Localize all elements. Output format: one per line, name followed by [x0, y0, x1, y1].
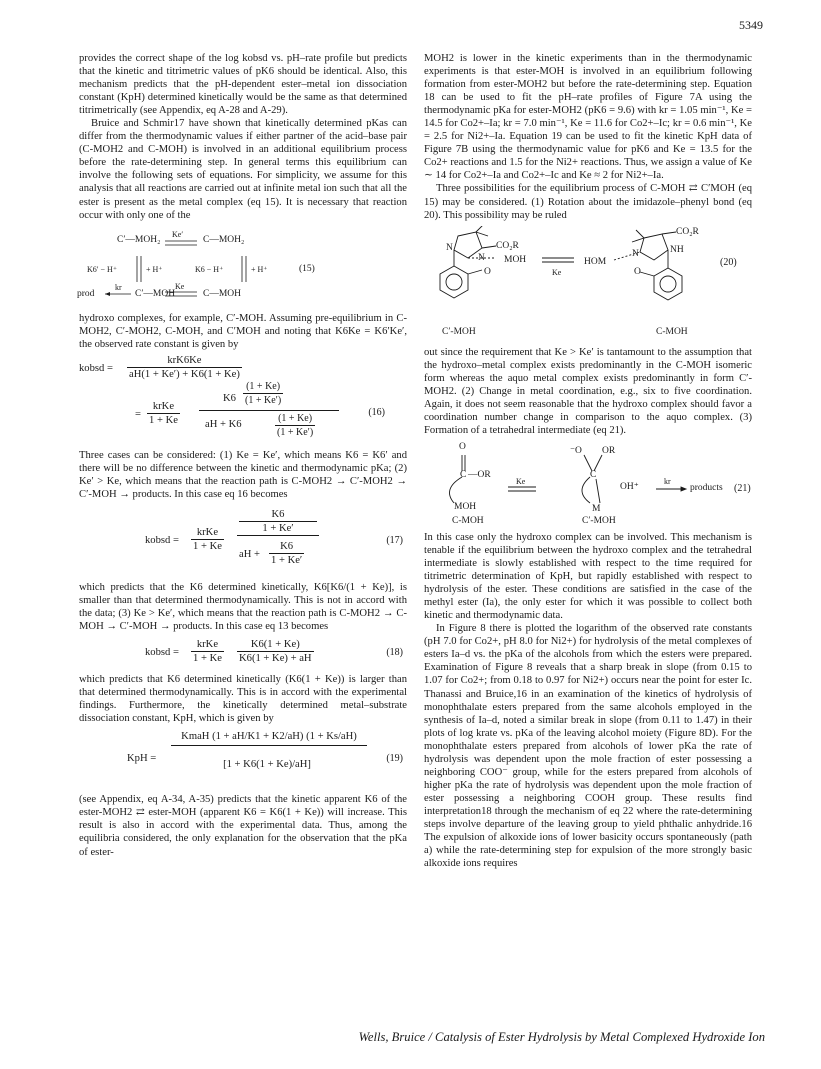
- structure-label: kr: [664, 476, 671, 486]
- structure-label: MOH: [504, 254, 527, 265]
- structure-label: Ke: [552, 267, 562, 277]
- scheme-constant: Ke′: [172, 229, 184, 239]
- paragraph: In Figure 8 there is plotted the logarithm of the observed rate constants (pH 7.0 for Co2+, pH 8.0 for Ni2+) for hydrolysis of the metal complexes of esters Ia–d vs. the pKa of the alcohols from which the esters were prepared. Examination of Figure 8 reveals that a sharp break in slope (from 0.15 to 1.07 for Co2+; from 0.18 to 0.97 for Ni2+) occurs near the point for ester Ic. Thanassi and Bruice,16 in an examination of the kinetics of hydrolysis of monophthalate esters prepared from the same alcohols employed in the synthesis of Ia–d, noted a similar break in slope (from 0.11 to 1.47) in their plots of log krate vs. pKa of the leaving alcohol moiety (Figure 8D). For the monophthalate esters prepared from alcohols of lower pKa the rate of hydrolysis was dependent upon the mole fraction of ester possessing a neighboring COO⁻ group, while for the esters prepared from alcohols of higher pKa the rate of hydrolysis was dependent upon the mole fraction of ester possessing a neighboring COOH group. These results find interpretation18 through the mechanism of eq 22 where the rate-determining steps involve departure of the leaving group to yield phthalic anhydride.16 The expulsion of alkoxide ions of lower basicity occurs spontaneously (path a) while the rate-determining step for expulsion of the more strongly basic alkoxide ions requires: [424, 623, 752, 870]
- structure-label: N: [478, 252, 485, 263]
- structure-label: —OR: [468, 469, 491, 480]
- paragraph: In this case only the hydroxo complex can be involved. This mechanism is tenable if the equilibrium between the hydroxo complex and the tetrahedral intermediate is slowly established with respect to the time required for titrimetric determination of KpH, but rapidly established with respect to hydrolysis of the ester. These conditions are satisfied in the case of the methyl ester (Ia), the only ester for which it was possible to collect both kinetic and thermodynamic data.: [424, 531, 752, 622]
- eq-denominator: 1 + Ke: [193, 653, 222, 665]
- eq-numerator: krKe: [147, 400, 180, 414]
- eq-term: aH +: [239, 548, 260, 560]
- scheme-constant: K6′ − H⁺: [87, 264, 118, 274]
- eq-lhs: kobsd =: [79, 362, 113, 374]
- right-column: [424, 52, 752, 870]
- eq-term: (1 + aH/K1 + K2/aH): [212, 731, 304, 743]
- scheme-species: C—MOH₂: [203, 234, 245, 245]
- eq-denominator: (1 + Ke′): [277, 426, 314, 438]
- scheme-constant: kr: [115, 282, 122, 292]
- eq-term: (1 + Ks/aH): [306, 731, 357, 743]
- structure-label: C: [460, 469, 467, 480]
- structure-label: products: [690, 482, 723, 493]
- equation-20: [424, 226, 752, 342]
- eq-numerator: K6(1 + Ke): [237, 638, 314, 652]
- scheme-constant: + H⁺: [251, 264, 268, 274]
- equation-number: (16): [368, 406, 385, 418]
- structure-label: CO₂R: [676, 226, 699, 237]
- structure-label: O: [634, 266, 641, 277]
- structure-label: O: [459, 441, 466, 452]
- eq-numerator: (1 + Ke): [275, 412, 315, 426]
- scheme-species: C′—MOH: [135, 288, 176, 299]
- structure-label: OR: [602, 445, 616, 456]
- structure-label: C-MOH: [656, 326, 688, 337]
- scheme-species: C—MOH: [203, 288, 242, 299]
- eq-lhs: KpH =: [127, 753, 157, 765]
- eq-numerator: K6: [269, 540, 304, 554]
- equation-16: [79, 354, 407, 446]
- structure-label: Ke: [516, 476, 526, 486]
- equation-number: (20): [720, 256, 737, 268]
- eq-denominator: K6(1 + Ke) + aH: [239, 653, 312, 665]
- scheme-species: prod: [77, 288, 95, 299]
- scheme-constant: + H⁺: [146, 264, 163, 274]
- left-column: [79, 52, 407, 859]
- eq-lhs: kobsd =: [145, 647, 179, 659]
- structure-label: HOM: [584, 256, 607, 267]
- structure-label: C′-MOH: [582, 515, 616, 526]
- eq-denominator: 1 + Ke′: [271, 554, 303, 566]
- equation-number: (18): [386, 647, 403, 659]
- equation-21: [424, 441, 752, 527]
- structure-label: OH⁺: [620, 481, 639, 492]
- eq-equals: =: [135, 408, 141, 420]
- eq-term: K6: [223, 392, 236, 404]
- equation-number: (21): [734, 482, 751, 494]
- paragraph: Three cases can be considered: (1) Ke = Ke′, which means K6 = K6′ and there will be no difference between the kinetic and thermodynamic pKa; (2) Ke′ > Ke, which means that the reaction path is C-MOH2 → C′-MOH2 → C′-MOH → products. In this case eq 16 becomes: [79, 449, 407, 500]
- structure-label: NH: [670, 244, 684, 255]
- equation-17: [79, 504, 407, 578]
- page-number: 5349: [739, 18, 763, 32]
- scheme-species: C′—MOH₂: [117, 234, 161, 245]
- structure-label: C: [590, 469, 597, 480]
- eq-denominator: aH(1 + Ke′) + K6(1 + Ke): [129, 368, 240, 380]
- structure-label: C-MOH: [452, 515, 484, 526]
- equation-15: [79, 228, 407, 308]
- structure-label: MOH: [454, 501, 477, 512]
- eq-numerator: krKe: [191, 638, 224, 652]
- eq-denominator: 1 + Ke: [149, 414, 178, 426]
- paragraph: hydroxo complexes, for example, C′-MOH. Assuming pre-equilibrium in C-MOH2, C′-MOH2, C-MOH, and C′MOH and noting that K6Ke = K6′Ke′, the observed rate constant is given by: [79, 312, 407, 350]
- eq-numerator: krK6Ke: [127, 354, 242, 368]
- eq-denominator: 1 + Ke: [193, 540, 222, 552]
- structure-label: N: [632, 248, 639, 259]
- equation-number: (15): [299, 263, 315, 274]
- structure-label: ⁻O: [570, 445, 582, 456]
- structure-label: CO₂R: [496, 240, 519, 251]
- paragraph: (see Appendix, eq A-34, A-35) predicts that the kinetic apparent K6 of the ester-MOH2 ⇄ ester-MOH (apparent K6 = K6(1 + Ke)) will increase. This result is also in accord with the experimental data. Thus, among the equilibria considered, the only explanation for the observation that the pKa of ester-: [79, 794, 407, 858]
- eq-term: 1 + Ke′: [239, 521, 317, 535]
- scheme-constant: Ke: [175, 281, 185, 291]
- eq-term: K6: [271, 508, 285, 520]
- scheme-constant: K6 − H⁺: [195, 264, 224, 274]
- equation-18: [79, 636, 407, 670]
- eq-numerator: (1 + Ke): [243, 380, 283, 394]
- paragraph: out since the requirement that Ke > Ke′ is tantamount to the assumption that the hydroxo–metal complex exists predominantly in the C-MOH isomeric form whereas the aquo metal complex exists predominantly in form C′-MOH2. (2) Change in metal coordination, e.g., six to five coordination. Again, it does not seem reasonable that the hydroxo complex should favor a coordination number change in comparison to the aquo complex. (3) Formation of a tetrahedral intermediate (eq 21).: [424, 346, 752, 436]
- equation-20-structures: [424, 226, 752, 342]
- structure-label: N: [446, 242, 453, 253]
- structure-label: O: [484, 266, 491, 277]
- eq-term: aH + K6: [205, 418, 242, 430]
- paragraph: provides the correct shape of the log kobsd vs. pH–rate profile but predicts that the kinetic and titrimetric values of pK6 should be identical. Also, this mechanism predicts that the pH-dependent ester–metal ion dissociation constant (KpH) determined kinetically would be the same as that determined titrimetrically (see Appendix, eq A-28 and A-29).: [79, 53, 407, 117]
- structure-label: M: [592, 503, 601, 514]
- structure-label: C′-MOH: [442, 326, 476, 337]
- equation-number: (17): [386, 534, 403, 546]
- paragraph: which predicts that the K6 determined kinetically, K6[K6/(1 + Ke)], is smaller than that determined thermodynamically. This is not in accord with the data; (3) Ke > Ke′, which means that the reaction path is C-MOH2 → C-MOH → C′-MOH → products. In this case eq 13 becomes: [79, 581, 407, 633]
- eq-denominator: (1 + Ke′): [245, 394, 282, 406]
- running-footer: Wells, Bruice / Catalysis of Ester Hydrolysis by Metal Complexed Hydroxide Ion: [358, 1030, 765, 1044]
- paragraph: which predicts that K6 determined kinetically (K6(1 + Ke)) is larger than that determined thermodynamically. This is in accord with the experimental findings. Furthermore, the kinetically determined metal–substrate dissociation constant, KpH, which is given by: [79, 674, 407, 725]
- eq-lhs: kobsd =: [145, 534, 179, 546]
- paragraph: Bruice and Schmir17 have shown that kinetically determined pKas can differ from the thermodynamic values if either partner of the acid–base pair (C-MOH2 and C-MOH) is involved in an additional equilibrium process before the rate-determining step. In general terms this equilibrium can involve the following sets of equations. For simplicity, we assume for this analysis that all reactions are carried out at infinite metal ion such that all the ester is present as the metal complex (eq 15). It is necessary that reaction occur with only one of the: [79, 118, 407, 221]
- equation-number: (19): [386, 753, 403, 765]
- paragraph: Three possibilities for the equilibrium process of C-MOH ⇄ C′MOH (eq 15) may be considered. (1) Rotation about the imidazole–phenyl bond (eq 20). This possibility may be ruled: [424, 183, 752, 221]
- equation-19: [79, 728, 407, 790]
- eq-term: KmaH: [181, 731, 210, 743]
- eq-numerator: krKe: [191, 526, 224, 540]
- eq-denominator: [1 + K6(1 + Ke)/aH]: [223, 759, 311, 771]
- paragraph: MOH2 is lower in the kinetic experiments than in the thermodynamic experiments is that ester-MOH is involved in an equilibrium following formation from ester-MOH2 but before the rate-determining step. Equation 18 can be used to fit the pH–rate profiles of Figure 7A using the thermodynamic pKa for ester-MOH2 (pK6 = 9.6) with kr = 1.05 min⁻¹, Ke = 14.5 for Co2+–Ia; kr = 7.0 min⁻¹, Ke = 11.6 for Co2+–Ic; kr = 0.6 min⁻¹, Ke = 2.5 for Ni2+–Ia. Equation 19 can be used to fit the kinetic KpH data of Figure 7B using the thermodynamic value for pK6 and Ke = 13.5 for the Co2+ reactions and 1.5 for the Ni2+ reactions. Thus, we assign a value of Ke ∼ 14 for Co2+–Ia and Co2+–Ic and Ke ≈ 2 for Ni2+–Ia.: [424, 53, 752, 182]
